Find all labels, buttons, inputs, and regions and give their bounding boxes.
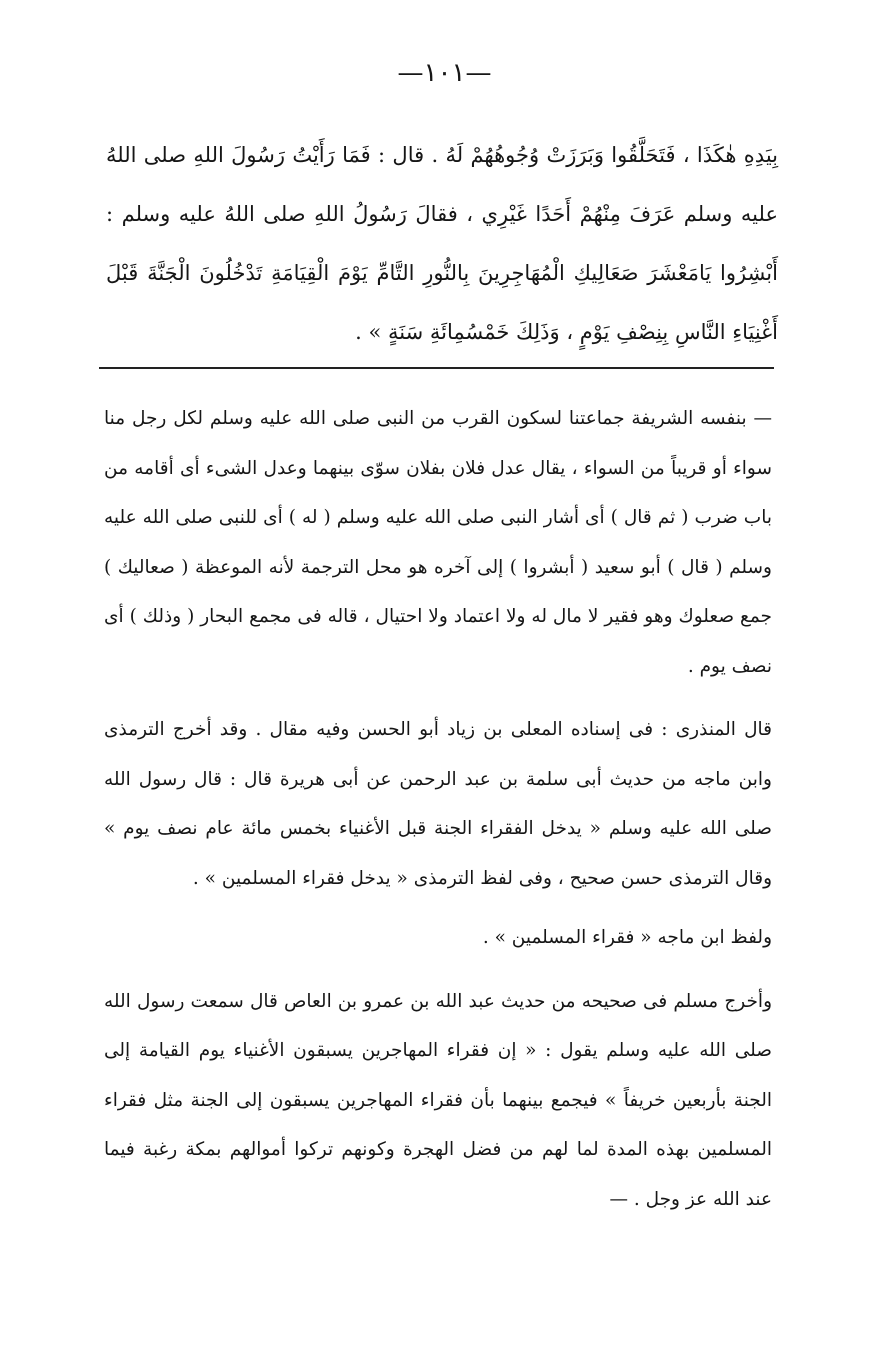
footnote-divider (99, 367, 774, 369)
commentary-block (104, 394, 772, 1224)
hadith-text-block (106, 126, 778, 362)
commentary-paragraph: — بنفسه الشريفة جماعتنا لسكون القرب من النبى صلى الله عليه وسلم لكل رجل منا سواء أو قريباً من السواء ، يقال عدل فلان بفلان سوّى بينهما وعدل الشىء أى أقامه من باب ضرب ( ثم قال ) أى أشار النبى صلى الله عليه وسلم ( له ) أى للنبى صلى الله عليه وسلم ( قال ) أبو سعيد ( أبشروا ) إلى آخره هو محل الترجمة لأنه الموعظة ( صعاليك ) جمع صعلوك وهو فقير لا مال له ولا اعتماد ولا احتيال ، قاله فى مجمع البحار ( وذلك ) أى نصف يوم . (104, 408, 772, 677)
commentary-paragraph: ولفظ ابن ماجه « فقراء المسلمين » . (482, 927, 772, 948)
page-number: —١٠١— (397, 58, 492, 88)
commentary-paragraph: قال المنذرى : فى إسناده المعلى بن زياد أبو الحسن وفيه مقال . وقد أخرج الترمذى وابن ماجه من حديث أبى سلمة بن عبد الرحمن عن أبى هريرة قال : قال رسول الله صلى الله عليه وسلم « يدخل الفقراء الجنة قبل الأغنياء بخمس مائة عام نصف يوم » وقال الترمذى حسن صحيح ، وفى لفظ الترمذى « يدخل فقراء المسلمين » . (104, 719, 772, 889)
hadith-paragraph: بِيَدِهِ هٰكَذَا ، فَتَحَلَّقُوا وَبَرَزَتْ وُجُوهُهُمْ لَهُ . قال : فَمَا رَأَيْتُ رَسُولَ اللهِ صلى اللهُ عليه وسلم عَرَفَ مِنْهُمْ أَحَدًا غَيْرِي ، فقالَ رَسُولُ اللهِ صلى اللهُ عليه وسلم : أَبْشِرُوا يَامَعْشَرَ صَعَالِيكِ الْمُهَاجِرِينَ بِالنُّورِ التَّامِّ يَوْمَ الْقِيَامَةِ تَدْخُلُونَ الْجَنَّةَ قَبْلَ أَغْنِيَاءِ النَّاسِ بِنِصْفِ يَوْمٍ ، وَذَلِكَ خَمْسُمِائَةِ سَنَةٍ » . (106, 143, 778, 344)
commentary-paragraph: وأخرج مسلم فى صحيحه من حديث عبد الله بن عمرو بن العاص قال سمعت رسول الله صلى الله عليه وسلم يقول : « إن فقراء المهاجرين يسبقون الأغنياء يوم القيامة إلى الجنة بأربعين خريفاً » فيجمع بينهما بأن فقراء المهاجرين يسبقون إلى الجنة مثل فقراء المسلمين بهذه المدة لما لهم من فضل الهجرة وكونهم تركوا أموالهم بمكة رغبة فيما عند الله عز وجل . — (104, 990, 772, 1210)
